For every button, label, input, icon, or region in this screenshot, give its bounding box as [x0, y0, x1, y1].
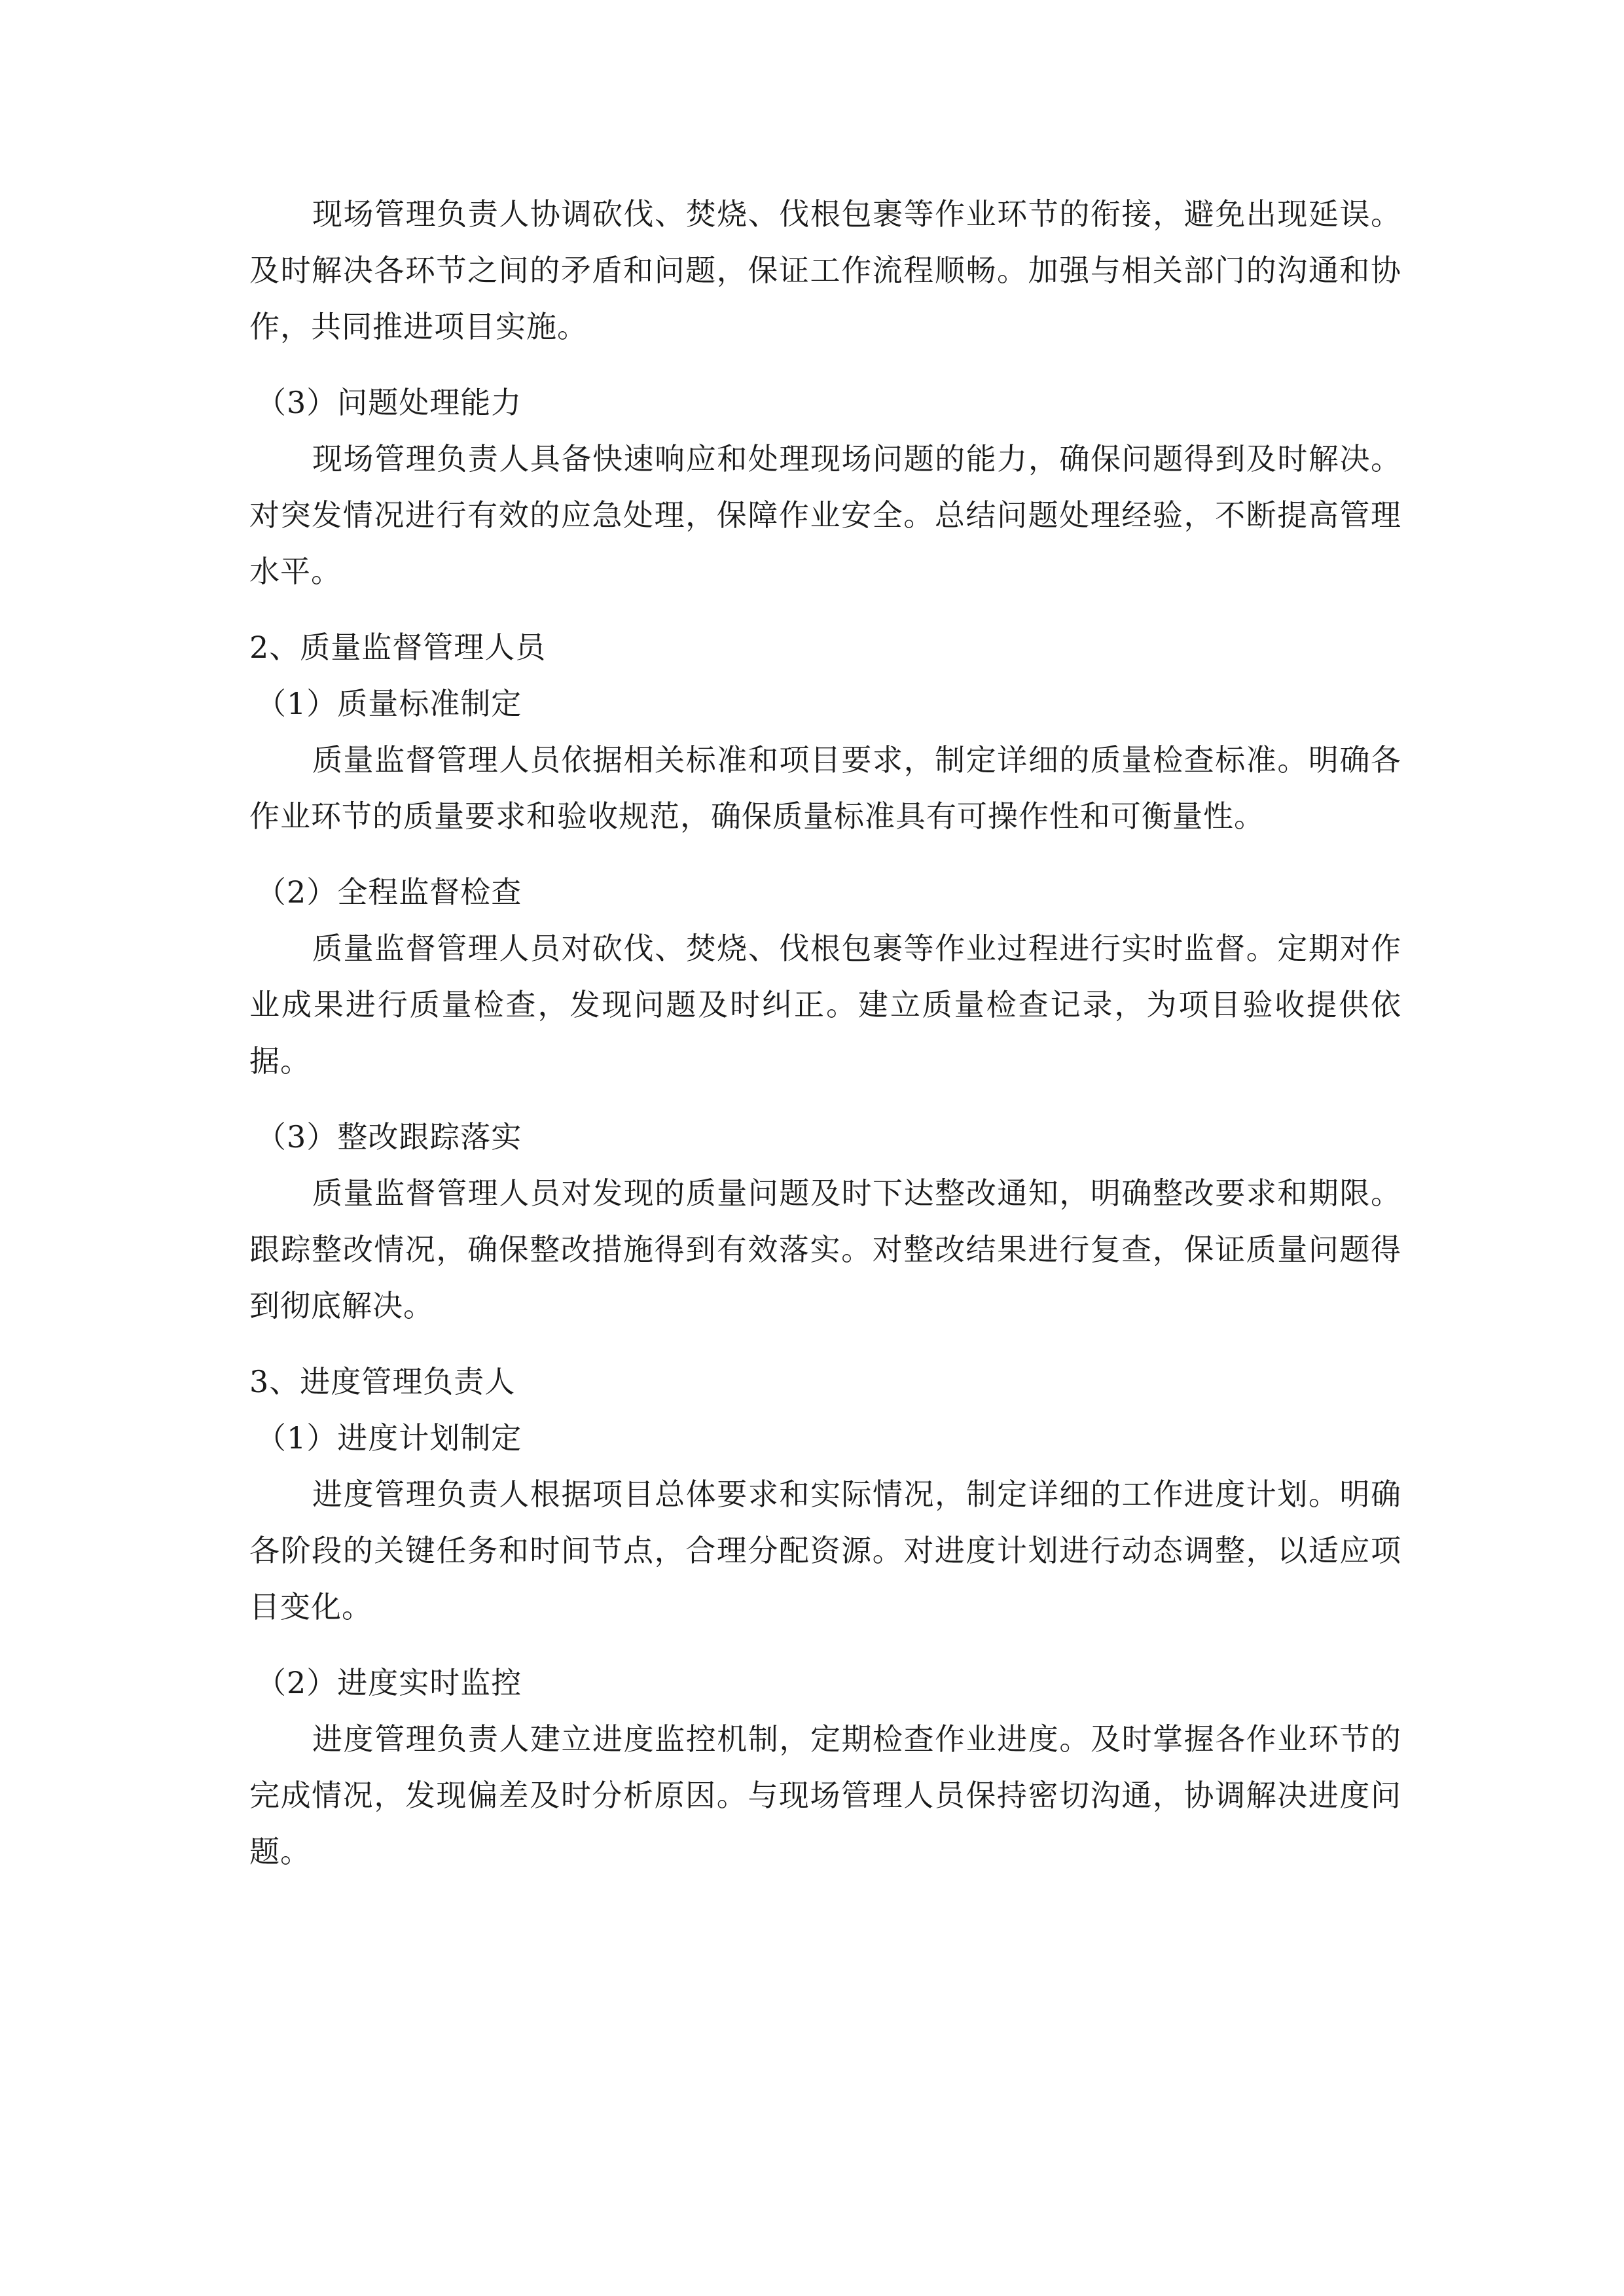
- paragraph-full-inspection: 质量监督管理人员对砍伐、焚烧、伐根包裹等作业过程进行实时监督。定期对作业成果进行质量检查，发现问题及时纠正。建立质量检查记录，为项目验收提供依据。: [249, 931, 1401, 1079]
- heading-quality-supervision: 2、质量监督管理人员: [249, 630, 547, 665]
- subheading-full-inspection: （2）全程监督检查: [256, 874, 522, 910]
- subheading-progress-plan: （1）进度计划制定: [256, 1420, 522, 1456]
- heading-progress-management: 3、进度管理负责人: [249, 1364, 516, 1399]
- paragraph-progress-plan: 进度管理负责人根据项目总体要求和实际情况，制定详细的工作进度计划。明确各阶段的关键任务和时间节点，合理分配资源。对进度计划进行动态调整，以适应项目变化。: [249, 1477, 1401, 1624]
- paragraph-intro: 现场管理负责人协调砍伐、焚烧、伐根包裹等作业环节的衔接，避免出现延误。及时解决各环节之间的矛盾和问题，保证工作流程顺畅。加强与相关部门的沟通和协作，共同推进项目实施。: [249, 196, 1401, 344]
- subheading-problem-handling: （3）问题处理能力: [256, 385, 522, 420]
- subheading-progress-monitor: （2）进度实时监控: [256, 1665, 522, 1700]
- subheading-quality-standard: （1）质量标准制定: [256, 686, 522, 721]
- paragraph-quality-standard: 质量监督管理人员依据相关标准和项目要求，制定详细的质量检查标准。明确各作业环节的质量要求和验收规范，确保质量标准具有可操作性和可衡量性。: [249, 742, 1401, 834]
- paragraph-problem-handling: 现场管理负责人具备快速响应和处理现场问题的能力，确保问题得到及时解决。对突发情况进行有效的应急处理，保障作业安全。总结问题处理经验，不断提高管理水平。: [249, 441, 1401, 589]
- paragraph-rectification: 质量监督管理人员对发现的质量问题及时下达整改通知，明确整改要求和期限。跟踪整改情况，确保整改措施得到有效落实。对整改结果进行复查，保证质量问题得到彻底解决。: [249, 1175, 1401, 1323]
- paragraph-progress-monitor: 进度管理负责人建立进度监控机制，定期检查作业进度。及时掌握各作业环节的完成情况，发现偏差及时分析原因。与现场管理人员保持密切沟通，协调解决进度问题。: [249, 1721, 1401, 1869]
- document-page: [249, 186, 1401, 1880]
- subheading-rectification: （3）整改跟踪落实: [256, 1119, 522, 1155]
